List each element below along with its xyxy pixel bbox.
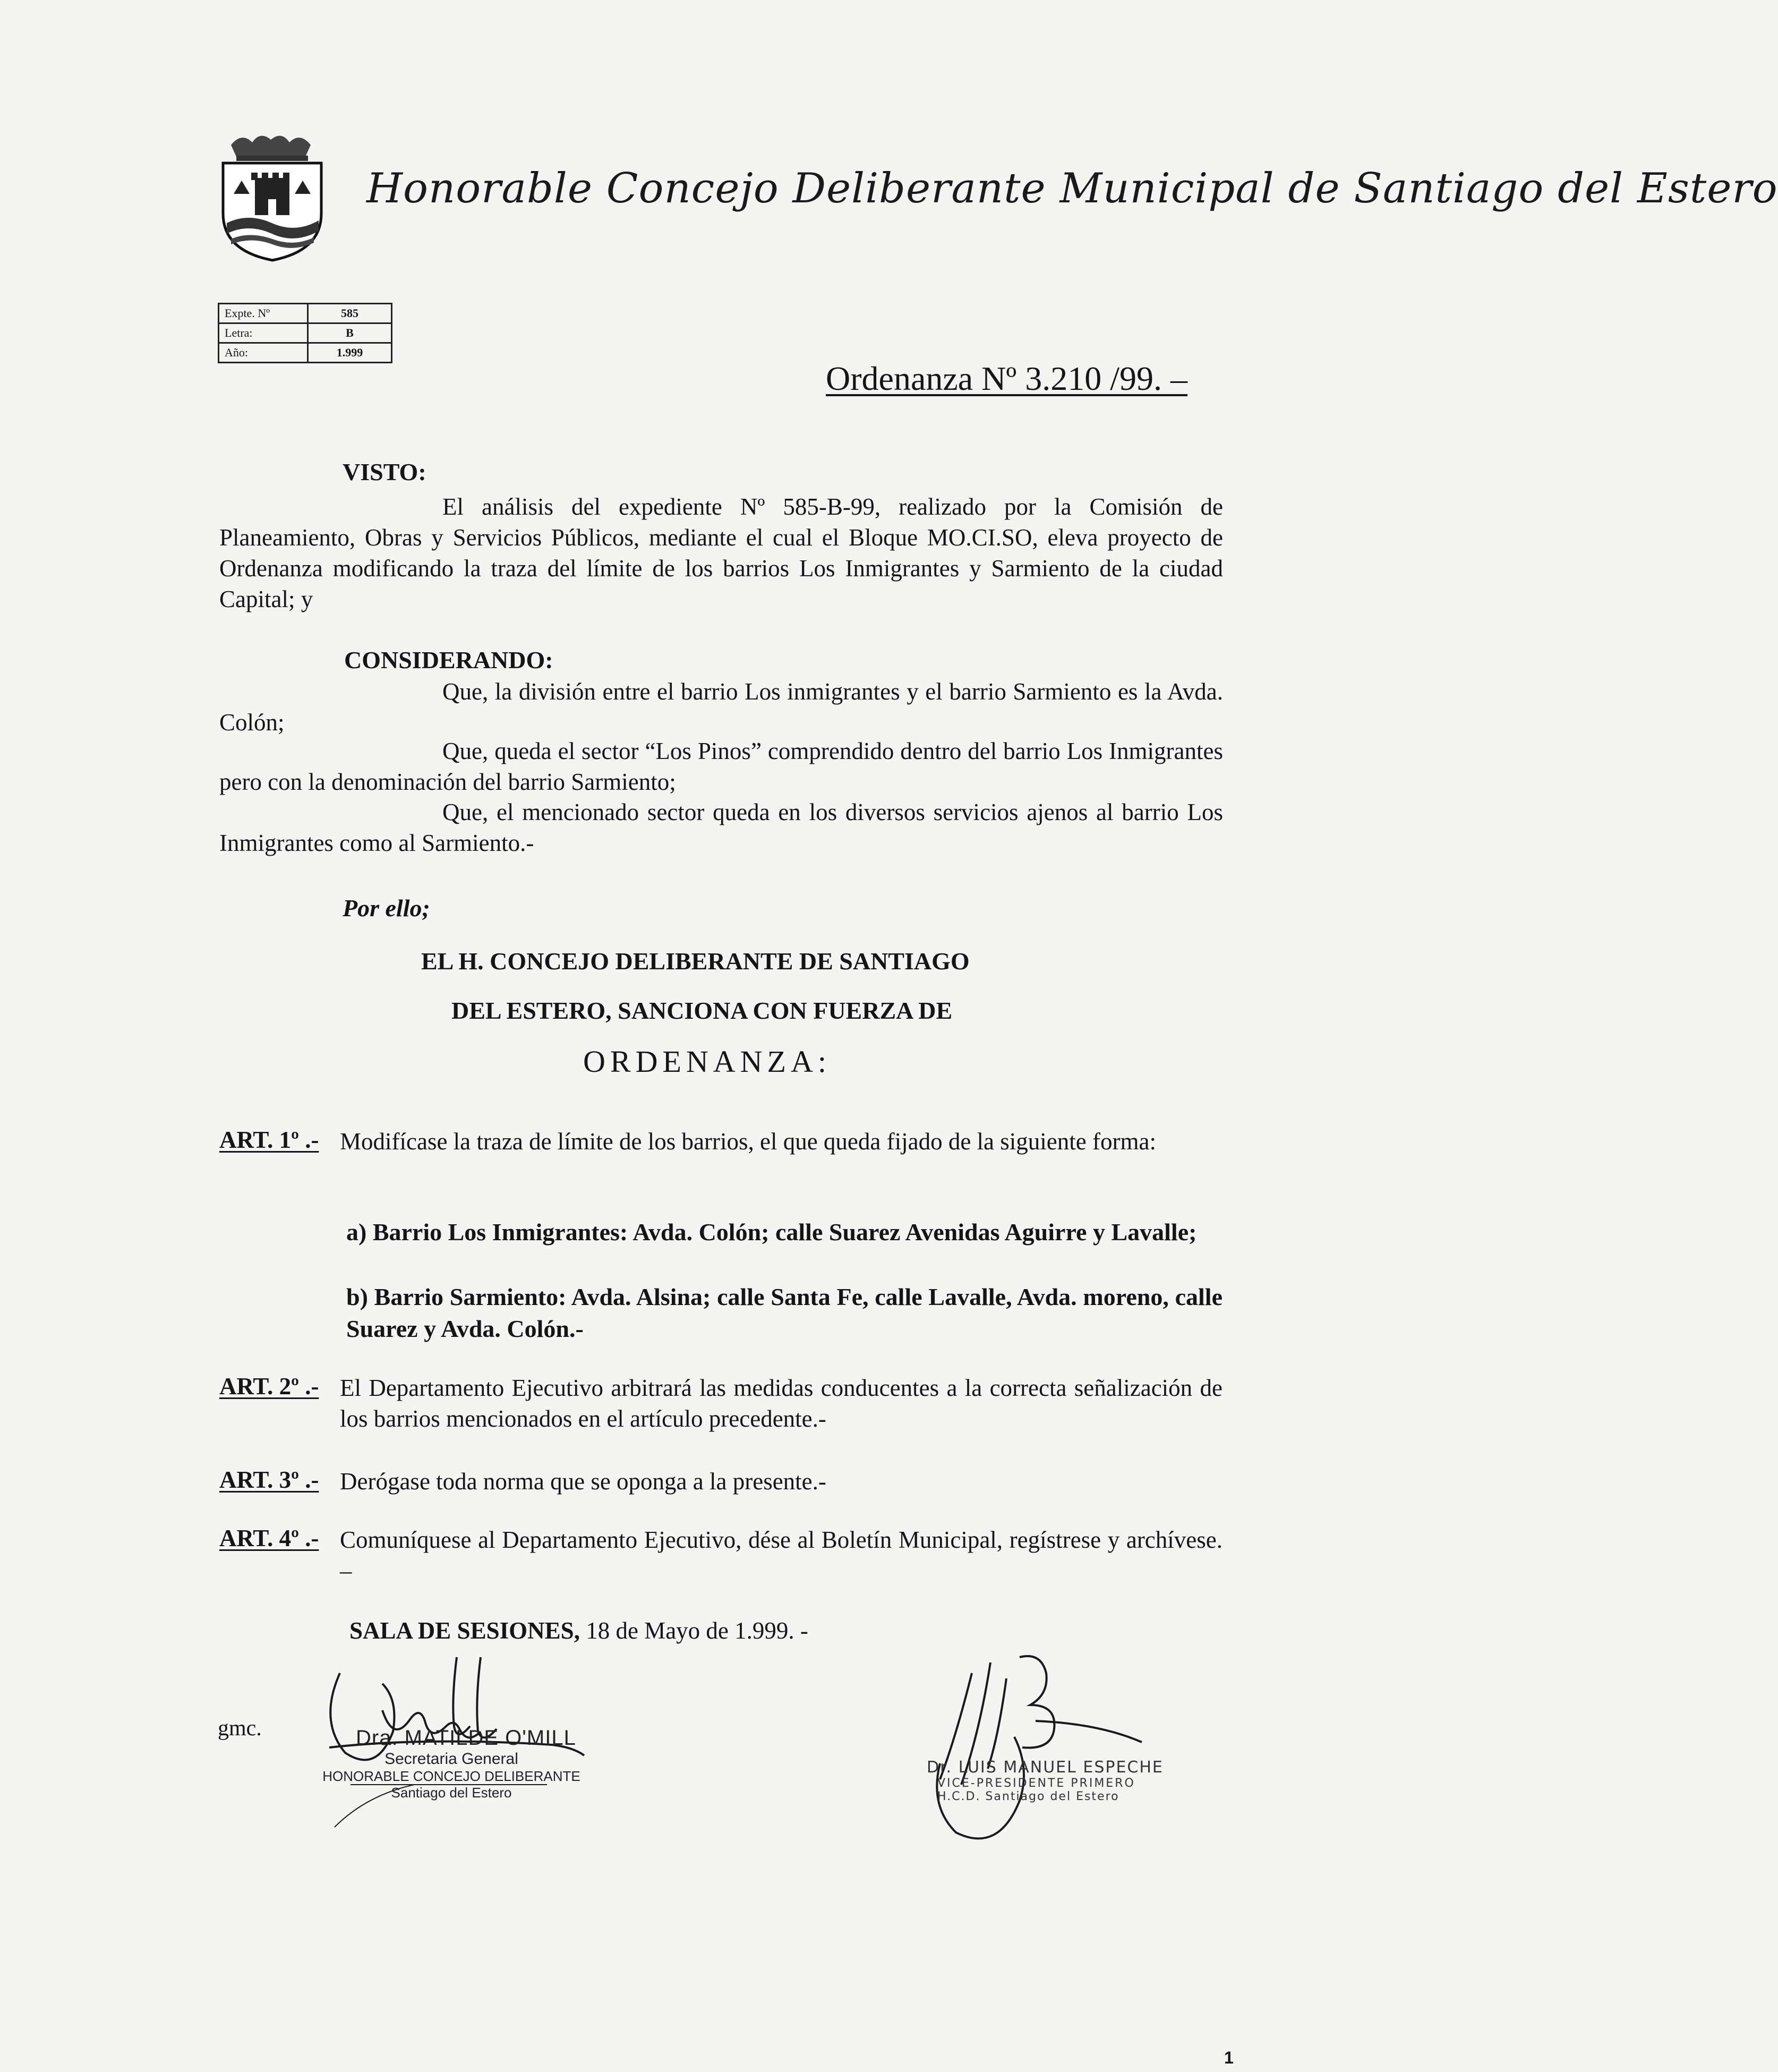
article-label: ART. 2º .- xyxy=(219,1373,319,1400)
ordenanza-heading: ORDENANZA: xyxy=(583,1044,831,1079)
stamp-organization: HONORABLE CONCEJO DELIBERANTE xyxy=(322,1768,580,1784)
stamp-role: Secretaria General xyxy=(384,1750,518,1768)
page-number: 1 xyxy=(1224,2048,1234,2067)
article-item: a) Barrio Los Inmigrantes: Avda. Colón; calle Suarez Avenidas Aguirre y Lavalle; xyxy=(346,1218,1197,1246)
por-ello-text: Por ello; xyxy=(343,894,430,922)
table-row xyxy=(219,304,392,323)
stamp-name: Dr. LUIS MANUEL ESPECHE xyxy=(927,1758,1164,1777)
file-letter-value: B xyxy=(308,323,392,343)
considerando-heading: CONSIDERANDO: xyxy=(344,646,553,673)
ordinance-title: Ordenanza Nº 3.210 /99. – xyxy=(826,360,1187,397)
considerando-paragraph: Que, el mencionado sector queda en los diversos servicios ajenos al barrio Los Inmigrantes como al Sarmiento.- xyxy=(219,799,1223,856)
table-row xyxy=(219,343,392,363)
article-label: ART. 1º .- xyxy=(219,1127,319,1153)
stamp-name: Dra. MATILDE O'MILL xyxy=(356,1726,576,1750)
article-label: ART. 3º .- xyxy=(219,1466,319,1493)
file-number-label: Expte. Nº xyxy=(219,304,308,323)
council-header-title: Honorable Concejo Deliberante Municipal de Santiago del Estero xyxy=(366,165,1778,212)
stamp-place: Santiago del Estero xyxy=(391,1785,512,1801)
article-text: Derógase toda norma que se oponga a la presente.- xyxy=(340,1468,826,1495)
article-text: Modifícase la traza de límite de los barrios, el que queda fijado de la siguiente forma: xyxy=(340,1128,1156,1155)
file-year-value: 1.999 xyxy=(308,343,392,363)
coat-of-arms-icon xyxy=(215,130,329,263)
sanction-line: DEL ESTERO, SANCIONA CON FUERZA DE xyxy=(451,997,953,1024)
article-item: b) Barrio Sarmiento: Avda. Alsina; calle Santa Fe, calle Lavalle, Avda. moreno, calle Suarez y Avda. Colón.- xyxy=(346,1283,1223,1342)
file-letter-label: Letra: xyxy=(219,323,308,343)
file-reference-table xyxy=(218,303,392,363)
considerando-paragraph: Que, queda el sector “Los Pinos” comprendido dentro del barrio Los Inmigrantes pero con la denominación del barrio Sarmiento; xyxy=(219,738,1223,795)
stamp-organization: H.C.D. Santiago del Estero xyxy=(937,1790,1119,1803)
table-row xyxy=(219,323,392,343)
secretary-stamp xyxy=(319,1726,584,1801)
stamp-role: VICE-PRESIDENTE PRIMERO xyxy=(937,1777,1135,1790)
article-text: Comuníquese al Departamento Ejecutivo, dése al Boletín Municipal, regístrese y archívese. – xyxy=(340,1527,1223,1584)
considerando-paragraph: Que, la división entre el barrio Los inmigrantes y el barrio Sarmiento es la Avda. Colón; xyxy=(219,678,1223,736)
session-date: 18 de Mayo de 1.999. - xyxy=(579,1617,808,1644)
article-label: ART. 4º .- xyxy=(219,1525,319,1551)
signature-right-icon xyxy=(892,1641,1190,1854)
file-year-label: Año: xyxy=(219,343,308,363)
article-text: El Departamento Ejecutivo arbitrará las medidas conducentes a la correcta señalización de los barrios mencionados en el artículo precedente.- xyxy=(340,1375,1223,1432)
visto-heading: VISTO: xyxy=(343,458,426,485)
visto-paragraph: El análisis del expediente Nº 585-B-99, realizado por la Comisión de Planeamiento, Obras y Servicios Públicos, mediante el cual el Bloque MO.CI.SO, eleva proyecto de Ordenanza modificando la traza del límite de los barrios Los Inmigrantes y Sarmiento de la ciudad Capital; y xyxy=(219,493,1223,612)
session-hall-label: SALA DE SESIONES, xyxy=(349,1617,580,1644)
file-number-value: 585 xyxy=(308,304,392,323)
typist-initials: gmc. xyxy=(218,1716,262,1741)
sanction-line: EL H. CONCEJO DELIBERANTE DE SANTIAGO xyxy=(421,948,970,975)
vice-president-stamp xyxy=(927,1758,1171,1803)
